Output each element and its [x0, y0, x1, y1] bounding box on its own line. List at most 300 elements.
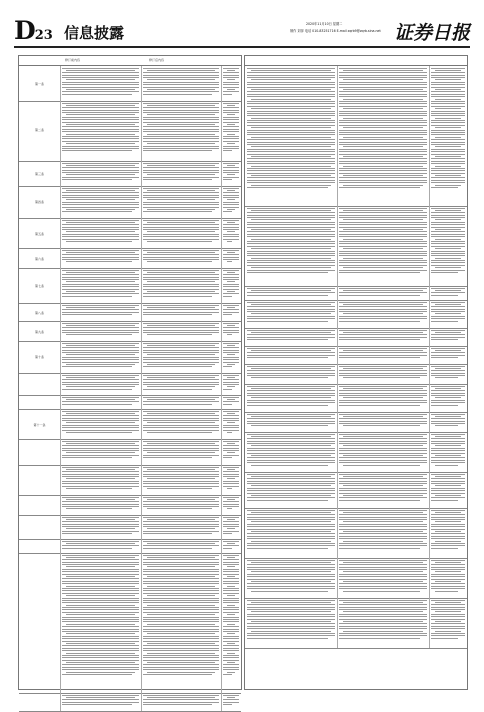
- fine-print-line: [251, 79, 331, 80]
- left-table-cell: [221, 303, 241, 321]
- fine-print-line: [62, 483, 139, 484]
- fine-print-line: [143, 427, 219, 428]
- fine-print-line: [247, 311, 335, 312]
- fine-print-line: [339, 453, 427, 454]
- fine-print-line: [223, 177, 239, 178]
- fine-print-line: [247, 604, 335, 605]
- left-table-cell: [221, 439, 241, 465]
- fine-print-line: [339, 488, 427, 489]
- fine-print-line: [223, 629, 239, 630]
- fine-print-line: [339, 421, 427, 422]
- fine-print-line: [143, 531, 219, 532]
- fine-print-line: [62, 457, 132, 458]
- fine-print-line: [339, 251, 427, 252]
- fine-print-line: [247, 288, 335, 289]
- fine-print-line: [62, 122, 139, 123]
- fine-print-line: [251, 332, 331, 333]
- fine-print-line: [223, 229, 239, 230]
- fine-print-line: [223, 455, 239, 456]
- fine-print-line: [62, 103, 139, 104]
- fine-print-line: [435, 79, 461, 80]
- fine-print-line: [431, 292, 465, 293]
- fine-print-line: [62, 574, 139, 575]
- fine-print-line: [343, 436, 423, 437]
- fine-print-line: [66, 241, 132, 242]
- fine-print-line: [251, 137, 331, 138]
- fine-print-line: [431, 265, 465, 266]
- fine-print-line: [147, 478, 215, 479]
- fine-print-line: [247, 94, 335, 95]
- fine-print-line: [247, 270, 335, 271]
- fine-print-line: [143, 517, 219, 518]
- left-table-cell: [141, 186, 222, 218]
- fine-print-line: [62, 430, 139, 431]
- fine-print-line: [435, 185, 461, 186]
- fine-print-line: [247, 567, 335, 568]
- fine-print-line: [431, 438, 465, 439]
- fine-print-line: [223, 296, 232, 297]
- fine-print-line: [247, 414, 335, 415]
- fine-print-line: [223, 545, 239, 546]
- fine-print-line: [339, 144, 427, 145]
- fine-print-line: [247, 545, 335, 546]
- fine-print-line: [223, 91, 239, 92]
- fine-print-line: [247, 524, 335, 525]
- fine-print-line: [339, 318, 427, 319]
- fine-print-line: [343, 99, 423, 100]
- fine-print-line: [247, 536, 335, 537]
- fine-print-line: [62, 389, 132, 390]
- fine-print-line: [223, 309, 239, 310]
- fine-print-line: [66, 469, 135, 470]
- fine-print-line: [223, 122, 239, 123]
- fine-print-line: [227, 443, 235, 444]
- fine-print-line: [147, 697, 215, 698]
- fine-print-line: [431, 400, 465, 401]
- fine-print-line: [62, 350, 139, 351]
- left-table-cell: [141, 395, 222, 409]
- fine-print-line: [66, 199, 135, 200]
- fine-print-line: [431, 517, 465, 518]
- fine-print-line: [66, 79, 135, 80]
- fine-print-line: [66, 662, 135, 663]
- right-table-row: [245, 508, 467, 559]
- fine-print-line: [147, 386, 215, 387]
- fine-print-line: [435, 562, 461, 563]
- fine-print-line: [147, 199, 215, 200]
- fine-print-line: [431, 586, 465, 587]
- fine-print-line: [251, 436, 331, 437]
- fine-print-line: [251, 377, 328, 378]
- fine-print-line: [431, 483, 465, 484]
- fine-print-line: [247, 262, 335, 263]
- fine-print-line: [247, 222, 335, 223]
- fine-print-line: [435, 621, 461, 622]
- fine-print-line: [247, 158, 335, 159]
- fine-print-line: [223, 150, 232, 151]
- fine-print-line: [62, 648, 139, 649]
- fine-print-line: [62, 559, 139, 560]
- fine-print-line: [251, 581, 331, 582]
- fine-print-line: [247, 173, 335, 174]
- fine-print-line: [247, 370, 335, 371]
- fine-print-line: [143, 314, 212, 315]
- article-label: 第五条: [34, 231, 44, 236]
- fine-print-line: [223, 660, 239, 661]
- fine-print-line: [339, 448, 427, 449]
- fine-print-line: [143, 660, 219, 661]
- fine-print-line: [227, 508, 232, 509]
- fine-print-line: [223, 286, 239, 287]
- fine-print-line: [431, 212, 465, 213]
- fine-print-line: [247, 390, 335, 391]
- left-table-cell: [221, 321, 241, 341]
- fine-print-line: [247, 588, 335, 589]
- fine-print-line: [62, 163, 139, 164]
- fine-print-line: [247, 421, 335, 422]
- left-table-row: [19, 395, 241, 410]
- fine-print-line: [62, 602, 139, 603]
- fine-print-line: [143, 548, 212, 549]
- left-table-cell: [19, 693, 61, 711]
- fine-print-line: [343, 175, 423, 176]
- fine-print-line: [435, 219, 461, 220]
- fine-print-line: [227, 576, 235, 577]
- fine-print-line: [431, 619, 465, 620]
- fine-print-line: [431, 390, 465, 391]
- fine-print-line: [247, 253, 335, 254]
- fine-print-line: [147, 291, 215, 292]
- fine-print-line: [339, 529, 427, 530]
- fine-print-line: [143, 533, 212, 534]
- fine-print-line: [223, 578, 239, 579]
- fine-print-line: [223, 179, 232, 180]
- fine-print-line: [66, 261, 132, 262]
- fine-print-line: [227, 519, 235, 520]
- fine-print-line: [431, 441, 465, 442]
- fine-print-line: [227, 399, 235, 400]
- fine-print-line: [343, 495, 423, 496]
- fine-print-line: [251, 602, 331, 603]
- left-table-cell: [60, 248, 142, 268]
- fine-print-line: [143, 457, 212, 458]
- fine-print-line: [251, 127, 331, 128]
- right-table-cell: [245, 364, 338, 384]
- fine-print-line: [143, 669, 219, 670]
- fine-print-line: [247, 623, 335, 624]
- right-table-cell: [429, 346, 467, 364]
- fine-print-line: [339, 187, 420, 188]
- right-table-cell: [245, 206, 338, 286]
- fine-print-line: [431, 357, 458, 358]
- fine-print-line: [223, 352, 239, 353]
- fine-print-line: [223, 636, 239, 637]
- fine-print-line: [431, 288, 465, 289]
- fine-print-line: [223, 379, 239, 380]
- fine-print-line: [62, 638, 139, 639]
- fine-print-line: [339, 180, 427, 181]
- fine-print-line: [339, 626, 427, 627]
- fine-print-line: [435, 485, 461, 486]
- fine-print-line: [62, 401, 139, 402]
- fine-print-line: [147, 70, 215, 71]
- left-table-cell: [19, 186, 61, 218]
- fine-print-line: [435, 416, 461, 417]
- fine-print-line: [223, 257, 239, 258]
- fine-print-line: [247, 628, 335, 629]
- fine-print-line: [247, 212, 335, 213]
- fine-print-line: [343, 146, 423, 147]
- fine-print-line: [247, 120, 335, 121]
- fine-print-line: [339, 101, 427, 102]
- fine-print-line: [247, 418, 335, 419]
- fine-print-line: [147, 105, 215, 106]
- fine-print-line: [143, 362, 219, 363]
- fine-print-line: [431, 111, 465, 112]
- fine-print-line: [62, 366, 132, 367]
- fine-print-line: [431, 579, 465, 580]
- fine-print-line: [431, 457, 465, 458]
- fine-print-line: [223, 418, 239, 419]
- fine-print-line: [143, 590, 219, 591]
- fine-print-line: [223, 607, 239, 608]
- fine-print-line: [223, 669, 239, 670]
- fine-print-line: [147, 272, 215, 273]
- fine-print-line: [143, 526, 219, 527]
- fine-print-line: [143, 270, 219, 271]
- fine-print-line: [62, 382, 139, 383]
- fine-print-line: [435, 229, 461, 230]
- fine-print-line: [62, 641, 139, 642]
- right-table-row: [245, 328, 467, 347]
- left-table-row: [19, 409, 241, 440]
- fine-print-line: [223, 602, 239, 603]
- fine-print-line: [62, 257, 139, 258]
- fine-print-line: [247, 474, 335, 475]
- fine-print-line: [62, 77, 139, 78]
- fine-print-line: [431, 149, 465, 150]
- left-table-cell: [19, 515, 61, 539]
- fine-print-line: [247, 626, 335, 627]
- fine-print-line: [62, 167, 139, 168]
- fine-print-line: [431, 500, 458, 501]
- fine-print-line: [223, 441, 239, 442]
- fine-print-line: [223, 648, 239, 649]
- left-table-cell: [141, 539, 222, 553]
- fine-print-line: [62, 229, 139, 230]
- fine-print-line: [339, 481, 427, 482]
- left-table-cell: [19, 539, 61, 553]
- left-table-cell: [19, 303, 61, 321]
- fine-print-line: [147, 576, 215, 577]
- fine-print-line: [431, 94, 465, 95]
- fine-print-line: [339, 130, 427, 131]
- fine-print-line: [227, 386, 235, 387]
- fine-print-line: [62, 631, 139, 632]
- fine-print-line: [62, 207, 139, 208]
- fine-print-line: [431, 460, 465, 461]
- fine-print-line: [62, 107, 139, 108]
- fine-print-line: [247, 462, 335, 463]
- left-table-cell: [60, 218, 142, 248]
- fine-print-line: [431, 370, 465, 371]
- fine-print-line: [223, 497, 239, 498]
- fine-print-line: [143, 138, 219, 139]
- fine-print-line: [147, 508, 212, 509]
- article-label: 第十一条: [33, 422, 46, 427]
- fine-print-line: [143, 343, 219, 344]
- fine-print-line: [431, 161, 465, 162]
- fine-print-line: [247, 139, 335, 140]
- fine-print-line: [431, 151, 465, 152]
- fine-print-line: [143, 564, 219, 565]
- fine-print-line: [247, 231, 335, 232]
- left-table-row: [19, 553, 241, 694]
- fine-print-line: [339, 87, 427, 88]
- article-label: 第四条: [34, 200, 44, 205]
- fine-print-line: [339, 474, 427, 475]
- fine-print-line: [143, 170, 219, 171]
- fine-print-line: [227, 190, 235, 191]
- fine-print-line: [223, 366, 232, 367]
- fine-print-line: [247, 450, 335, 451]
- fine-print-line: [343, 531, 423, 532]
- fine-print-line: [223, 450, 239, 451]
- fine-print-line: [62, 234, 139, 235]
- left-table-cell: [141, 693, 222, 711]
- left-table-cell: [60, 495, 142, 515]
- fine-print-line: [223, 471, 239, 472]
- fine-print-line: [62, 581, 139, 582]
- right-table-cell: [429, 364, 467, 384]
- fine-print-line: [143, 91, 219, 92]
- fine-print-line: [251, 416, 331, 417]
- fine-print-line: [339, 68, 427, 69]
- fine-print-line: [247, 316, 335, 317]
- fine-print-line: [143, 588, 219, 589]
- fine-print-line: [339, 120, 427, 121]
- fine-print-line: [247, 510, 335, 511]
- fine-print-line: [339, 418, 427, 419]
- fine-print-line: [343, 350, 423, 351]
- fine-print-line: [227, 79, 235, 80]
- left-table-row: [19, 186, 241, 219]
- fine-print-line: [227, 272, 235, 273]
- fine-print-line: [251, 258, 331, 259]
- left-table-cell: [19, 439, 61, 465]
- left-table-row: [19, 341, 241, 374]
- right-table-cell: [245, 432, 338, 472]
- fine-print-line: [143, 382, 219, 383]
- fine-print-line: [62, 195, 139, 196]
- fine-print-line: [223, 277, 239, 278]
- fine-print-line: [227, 499, 235, 500]
- fine-print-line: [223, 357, 239, 358]
- fine-print-line: [339, 609, 427, 610]
- fine-print-line: [62, 486, 139, 487]
- fine-print-line: [223, 569, 239, 570]
- left-table-row: [19, 515, 241, 540]
- left-table-cell: [19, 409, 61, 439]
- fine-print-line: [435, 631, 461, 632]
- left-table-cell: [19, 465, 61, 495]
- fine-print-line: [147, 399, 215, 400]
- fine-print-line: [247, 560, 335, 561]
- fine-print-line: [143, 607, 219, 608]
- fine-print-line: [143, 559, 219, 560]
- fine-print-line: [143, 569, 219, 570]
- fine-print-line: [62, 541, 139, 542]
- fine-print-line: [143, 401, 219, 402]
- fine-print-line: [247, 533, 335, 534]
- fine-print-line: [62, 277, 139, 278]
- fine-print-line: [247, 619, 335, 620]
- fine-print-line: [143, 629, 219, 630]
- fine-print-line: [431, 142, 465, 143]
- fine-print-line: [223, 94, 232, 95]
- fine-print-line: [227, 165, 235, 166]
- fine-print-line: [435, 571, 461, 572]
- fine-print-line: [435, 99, 461, 100]
- fine-print-line: [223, 664, 239, 665]
- fine-print-line: [435, 591, 458, 592]
- fine-print-line: [223, 332, 239, 333]
- fine-print-line: [339, 103, 427, 104]
- fine-print-line: [66, 443, 135, 444]
- fine-print-line: [62, 314, 132, 315]
- fine-print-line: [62, 202, 139, 203]
- fine-print-line: [339, 450, 427, 451]
- fine-print-line: [143, 524, 219, 525]
- fine-print-line: [62, 397, 139, 398]
- fine-print-line: [66, 614, 135, 615]
- fine-print-line: [247, 227, 335, 228]
- fine-print-line: [339, 321, 420, 322]
- fine-print-line: [62, 524, 139, 525]
- right-table-cell: [245, 300, 338, 328]
- fine-print-line: [435, 108, 461, 109]
- fine-print-line: [431, 386, 465, 387]
- fine-print-line: [431, 84, 465, 85]
- fine-print-line: [247, 208, 335, 209]
- fine-print-line: [62, 445, 139, 446]
- fine-print-line: [62, 179, 132, 180]
- fine-print-line: [247, 215, 335, 216]
- fine-print-line: [431, 533, 465, 534]
- fine-print-line: [62, 704, 132, 705]
- fine-print-line: [431, 462, 465, 463]
- fine-print-line: [251, 485, 331, 486]
- fine-print-line: [227, 114, 235, 115]
- fine-print-line: [247, 236, 335, 237]
- fine-print-line: [227, 307, 235, 308]
- fine-print-line: [339, 161, 427, 162]
- fine-print-line: [223, 404, 232, 405]
- right-table-cell: [429, 384, 467, 412]
- fine-print-line: [62, 332, 139, 333]
- fine-print-line: [62, 669, 139, 670]
- fine-print-line: [62, 660, 139, 661]
- fine-print-line: [247, 355, 335, 356]
- left-table-cell: [19, 218, 61, 248]
- fine-print-line: [339, 576, 427, 577]
- left-table-cell: [60, 553, 142, 693]
- fine-print-line: [343, 219, 423, 220]
- fine-print-line: [339, 490, 427, 491]
- fine-print-line: [223, 397, 239, 398]
- fine-print-line: [431, 352, 465, 353]
- right-table-cell: [245, 66, 338, 206]
